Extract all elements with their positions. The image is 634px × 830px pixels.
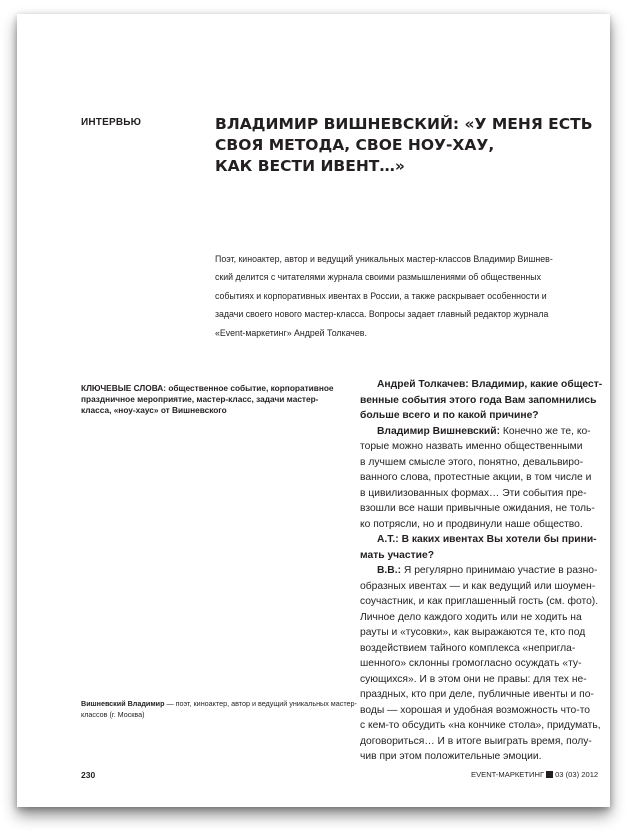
answer-line: воздействием тайного комплекса «непригла-	[360, 642, 576, 654]
lead-line: событиях и корпоративных ивентах в России, а также раскрывает особенности и	[215, 290, 547, 301]
answer-line: ко потрясли, но и продвинули наше общество.	[360, 518, 583, 530]
answer-line: сующихся». И в этом они не правы: для тех не-	[360, 673, 587, 685]
answer-line: воды — хорошая и удобная возможность что-то	[360, 704, 591, 716]
question-line: больше всего и по какой причине?	[360, 410, 539, 421]
title-line: СВОЯ МЕТОДА, СВОЕ НОУ-ХАУ,	[215, 136, 495, 154]
caption-text: — поэт, киноактер, автор и ведущий уникальных мастер-	[164, 699, 357, 708]
article-title	[215, 114, 593, 177]
answer-speaker: Владимир Вишневский:	[377, 425, 501, 437]
answer-line: договориться… И в итоге выиграть время, полу-	[360, 735, 592, 747]
answer-line: праздных, кто при деле, публичные ивенты и по-	[360, 689, 594, 700]
keywords-text: класса, «ноу-хаус» от Вишневского	[81, 405, 227, 416]
page-number: 230	[81, 770, 96, 780]
answer-line: торые можно назвать именно общественными	[360, 441, 583, 452]
lead-line: ский делится с читателями журнала своими размышлениями об общественных	[215, 272, 541, 283]
question-line: Андрей Толкачев: Владимир, какие общест-	[377, 379, 603, 390]
title-line: ВЛАДИМИР ВИШНЕВСКИЙ: «У МЕНЯ ЕСТЬ	[215, 115, 593, 133]
keywords-label: КЛЮЧЕВЫЕ СЛОВА:	[81, 383, 167, 393]
question-line: венные события этого года Вам запомнились	[360, 394, 597, 406]
answer-line: рауты и «тусовки», как выражаются те, кто под	[360, 627, 586, 638]
answer-line: ванного слова, протестные акции, в том числе и	[360, 472, 592, 483]
answer-line: в цивилизованных формах… Эти события пре-	[360, 487, 587, 499]
title-line: КАК ВЕСТИ ИВЕНТ…»	[215, 157, 405, 175]
answer-line: Конечно же те, ко-	[500, 425, 591, 437]
magazine-page	[17, 14, 610, 807]
keywords-text: праздничное мероприятие, мастер-класс, задачи мастер-	[81, 394, 319, 405]
lead-line: задачи своего нового мастер-класса. Вопросы задает главный редактор журнала	[215, 309, 549, 320]
lead-line: Поэт, киноактер, автор и ведущий уникальных мастер-классов Владимир Вишнев-	[215, 254, 553, 264]
journal-footer	[471, 770, 598, 779]
lead-line: «Event-маркетинг» Андрей Толкачев.	[215, 327, 367, 338]
answer-line: Личное дело каждого ходить или не ходить на	[360, 611, 582, 623]
keywords-block	[81, 383, 351, 417]
section-label: ИНТЕРВЬЮ	[81, 117, 142, 128]
caption-text: классов (г. Москва)	[81, 709, 145, 719]
answer-line: чив при этом положительные эмоции.	[360, 751, 542, 762]
square-bullet-icon	[546, 771, 553, 778]
question-line: А.Т.: В каких ивентах Вы хотели бы прини-	[377, 534, 597, 545]
answer-line: образных ивентах — и как ведущий или шоумен-	[360, 580, 596, 592]
answer-line: в лучшем смысле этого, понятно, девальвиро-	[360, 456, 584, 468]
answer-speaker: В.В.:	[377, 565, 402, 576]
question-line: мать участие?	[360, 549, 434, 561]
keywords-text: общественное событие, корпоративное	[166, 383, 334, 393]
answer-line: шенного» склонны громогласно осуждать «ту-	[360, 658, 582, 669]
interview-body	[360, 377, 610, 765]
journal-name: EVENT-МАРКЕТИНГ	[471, 770, 545, 779]
answer-line: Я регулярно принимаю участие в разно-	[401, 565, 598, 576]
issue-number: 03 (03) 2012	[555, 770, 599, 779]
article-lead	[215, 250, 607, 342]
answer-line: взошли все наши привычные ожидания, не толь-	[360, 503, 595, 514]
answer-line: соучастник, и как приглашенный гость (см. фото).	[360, 596, 599, 607]
caption-name: Вишневский Владимир	[81, 699, 165, 708]
answer-line: с кем-то обсудить «на кончике стола», придумать,	[360, 720, 601, 731]
photo-caption	[81, 699, 361, 720]
